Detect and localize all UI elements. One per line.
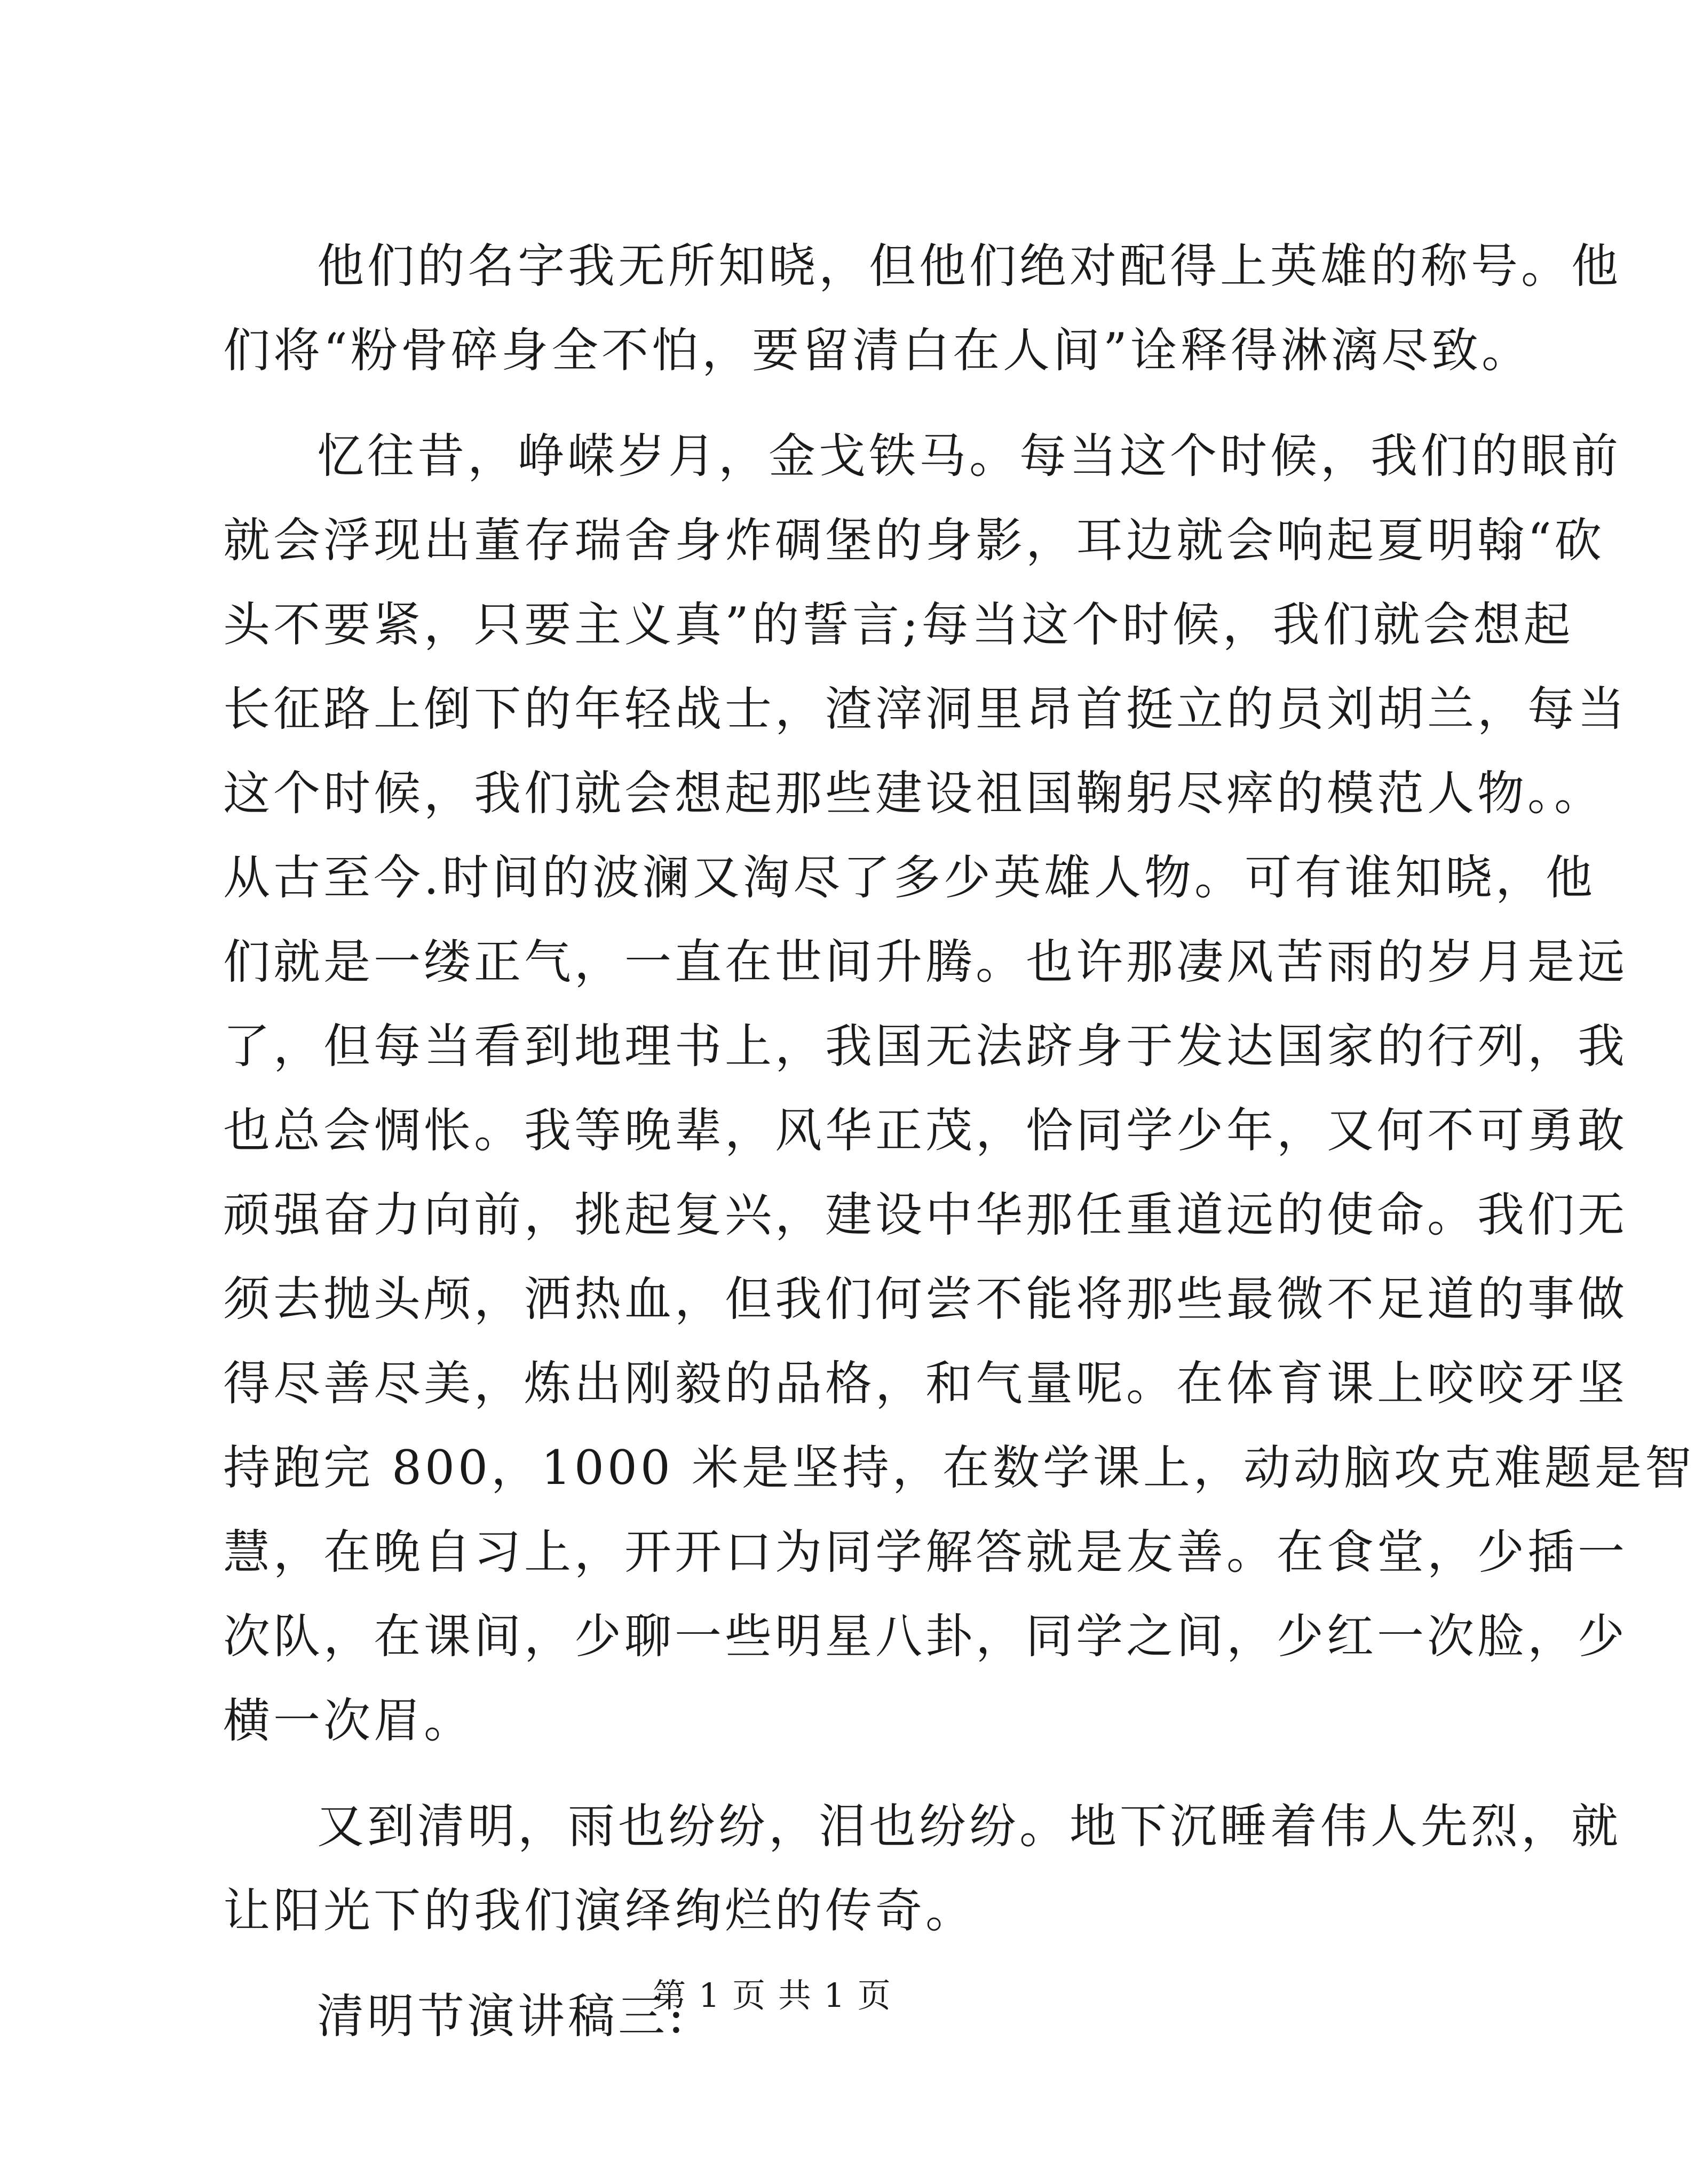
text-line: 从古至今.时间的波澜又淘尽了多少英雄人物。可有谁知晓，他 (223, 850, 1596, 905)
text-line: 头不要紧，只要主义真”的誓言;每当这个时候，我们就会想起 (223, 597, 1574, 652)
text-line: 忆往昔，峥嵘岁月，金戈铁马。每当这个时候，我们的眼前 (317, 428, 1622, 483)
text-line: 得尽善尽美，炼出刚毅的品格，和气量呢。在体育课上咬咬牙坚 (223, 1356, 1628, 1411)
section-heading: 清明节演讲稿三: (317, 1989, 687, 2044)
text-line: 他们的名字我无所知晓，但他们绝对配得上英雄的称号。他 (317, 239, 1622, 293)
text-line: 顽强奋力向前，挑起复兴，建设中华那任重道远的使命。我们无 (223, 1187, 1628, 1242)
document-body (223, 224, 1695, 2106)
text-line: 这个时候，我们就会想起那些建设祖国鞠躬尽瘁的模范人物。。 (223, 766, 1605, 821)
text-line: 了，但每当看到地理书上，我国无法跻身于发达国家的行列，我 (223, 1019, 1628, 1074)
text-line: 们就是一缕正气，一直在世间升腾。也许那凄风苦雨的岁月是远 (223, 934, 1628, 989)
text-line: 持跑完 800，1000 米是坚持，在数学课上，动动脑攻克难题是智 (223, 1440, 1695, 1495)
text-line: 又到清明，雨也纷纷，泪也纷纷。地下沉睡着伟人先烈，就 (317, 1799, 1622, 1854)
text-line: 慧，在晚自习上，开开口为同学解答就是友善。在食堂，少插一 (223, 1524, 1628, 1579)
text-line: 们将“粉骨碎身全不怕，要留清白在人间”诠释得淋漓尽致。 (223, 323, 1532, 378)
text-line: 也总会惆怅。我等晚辈，风华正茂，恰同学少年，又何不可勇敢 (223, 1103, 1628, 1158)
text-line: 让阳光下的我们演绎绚烂的传奇。 (223, 1883, 976, 1938)
paragraph-recall-past (223, 414, 1695, 1763)
paragraph-heroes-names (223, 224, 1622, 393)
text-line: 就会浮现出董存瑞舍身炸碉堡的身影，耳边就会响起夏明翰“砍 (223, 513, 1605, 568)
page-footer: 第 1 页 共 1 页 (653, 1976, 892, 2015)
paragraph-qingming (223, 1784, 1622, 1953)
text-line: 须去抛头颅，洒热血，但我们何尝不能将那些最微不足道的事做 (223, 1272, 1628, 1327)
text-line: 长征路上倒下的年轻战士，渣滓洞里昂首挺立的员刘胡兰，每当 (223, 681, 1628, 736)
text-line: 次队，在课间，少聊一些明星八卦，同学之间，少红一次脸，少 (223, 1609, 1628, 1664)
text-line: 横一次眉。 (223, 1693, 474, 1748)
